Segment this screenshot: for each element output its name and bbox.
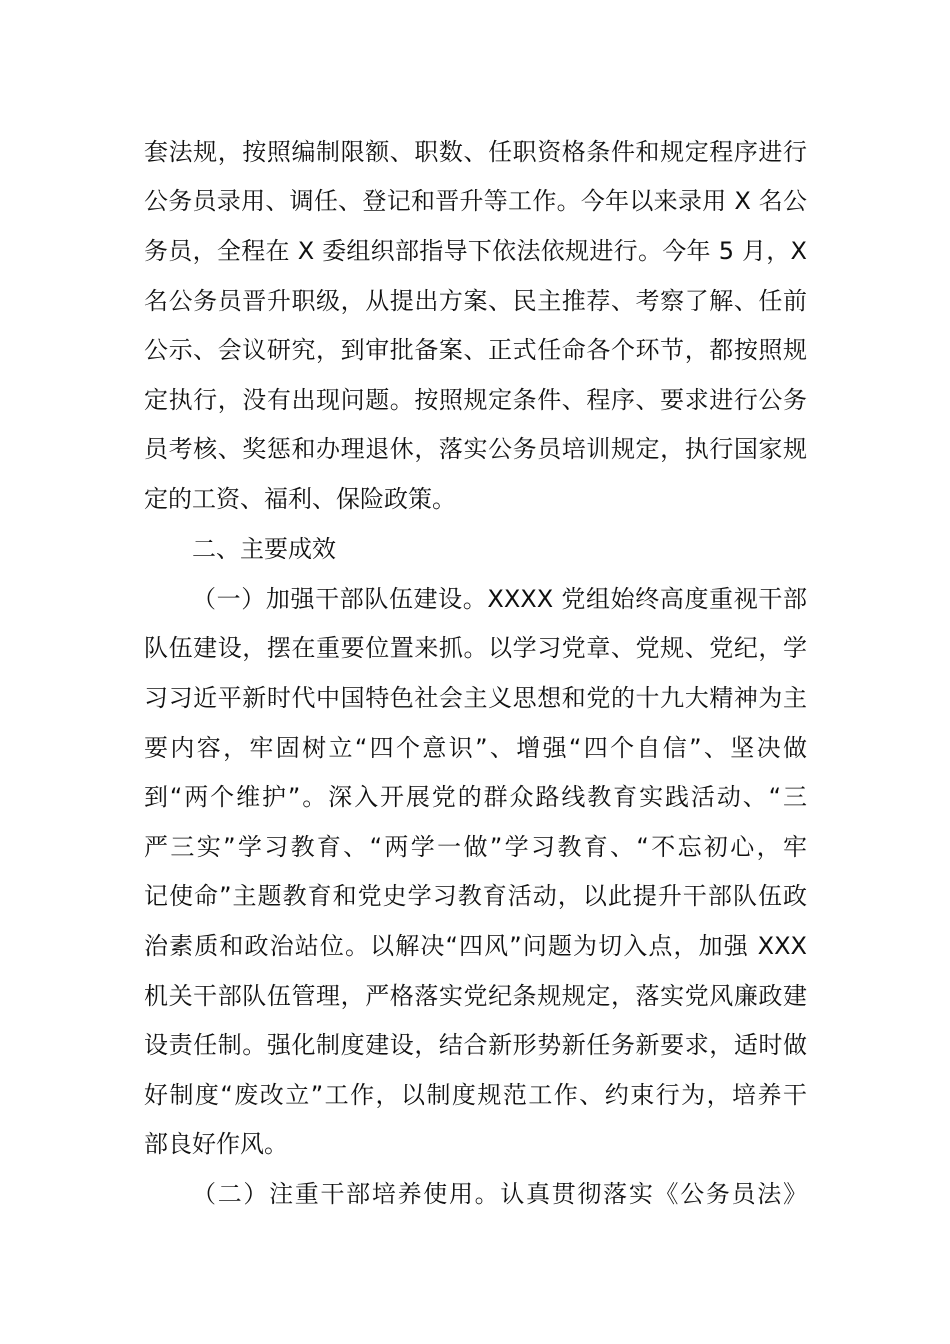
body-text-line: 套法规，按照编制限额、职数、任职资格条件和规定程序进行 [144,138,807,166]
body-text-line: 公示、会议研究，到审批备案、正式任命各个环节，都按照规 [144,336,807,364]
body-text-line: 到“两个维护”。深入开展党的群众路线教育实践活动、“三 [144,783,807,811]
body-text-line: 员考核、奖惩和办理退休，落实公务员培训规定，执行国家规 [144,435,807,463]
body-text-line: 定执行，没有出现问题。按照规定条件、程序、要求进行公务 [144,386,807,414]
body-text-line: 部良好作风。 [144,1130,288,1158]
body-text-line: 名公务员晋升职级，从提出方案、民主推荐、考察了解、任前 [144,287,807,315]
body-text-line: 公务员录用、调任、登记和晋升等工作。今年以来录用 X 名公 [144,187,807,215]
body-text-line: 治素质和政治站位。以解决“四风”问题为切入点，加强 XXX [144,932,807,960]
body-text-line: 机关干部队伍管理，严格落实党纪条规规定，落实党风廉政建 [144,982,807,1010]
body-text-line: 务员，全程在 X 委组织部指导下依法依规进行。今年 5 月，X [144,237,807,265]
body-text-line: 习习近平新时代中国特色社会主义思想和党的十九大精神为主 [144,684,807,712]
body-text-line: 记使命”主题教育和党史学习教育活动，以此提升干部队伍政 [144,882,807,910]
body-text-line: 定的工资、福利、保险政策。 [144,485,456,513]
body-text-line: 严三实”学习教育、“两学一做”学习教育、“不忘初心，牢 [144,833,807,861]
subsection-heading-line: （一）加强干部队伍建设。XXXX 党组始终高度重视干部 [192,585,807,613]
body-text-line: 好制度“废改立”工作，以制度规范工作、约束行为，培养干 [144,1081,807,1109]
section-heading: 二、主要成效 [192,535,336,563]
subsection-heading-line: （二）注重干部培养使用。认真贯彻落实《公务员法》 [192,1180,807,1208]
body-text-line: 队伍建设，摆在重要位置来抓。以学习党章、党规、党纪，学 [144,634,807,662]
body-text-line: 设责任制。强化制度建设，结合新形势新任务新要求，适时做 [144,1031,807,1059]
body-text-line: 要内容，牢固树立“四个意识”、增强“四个自信”、坚决做 [144,734,807,762]
